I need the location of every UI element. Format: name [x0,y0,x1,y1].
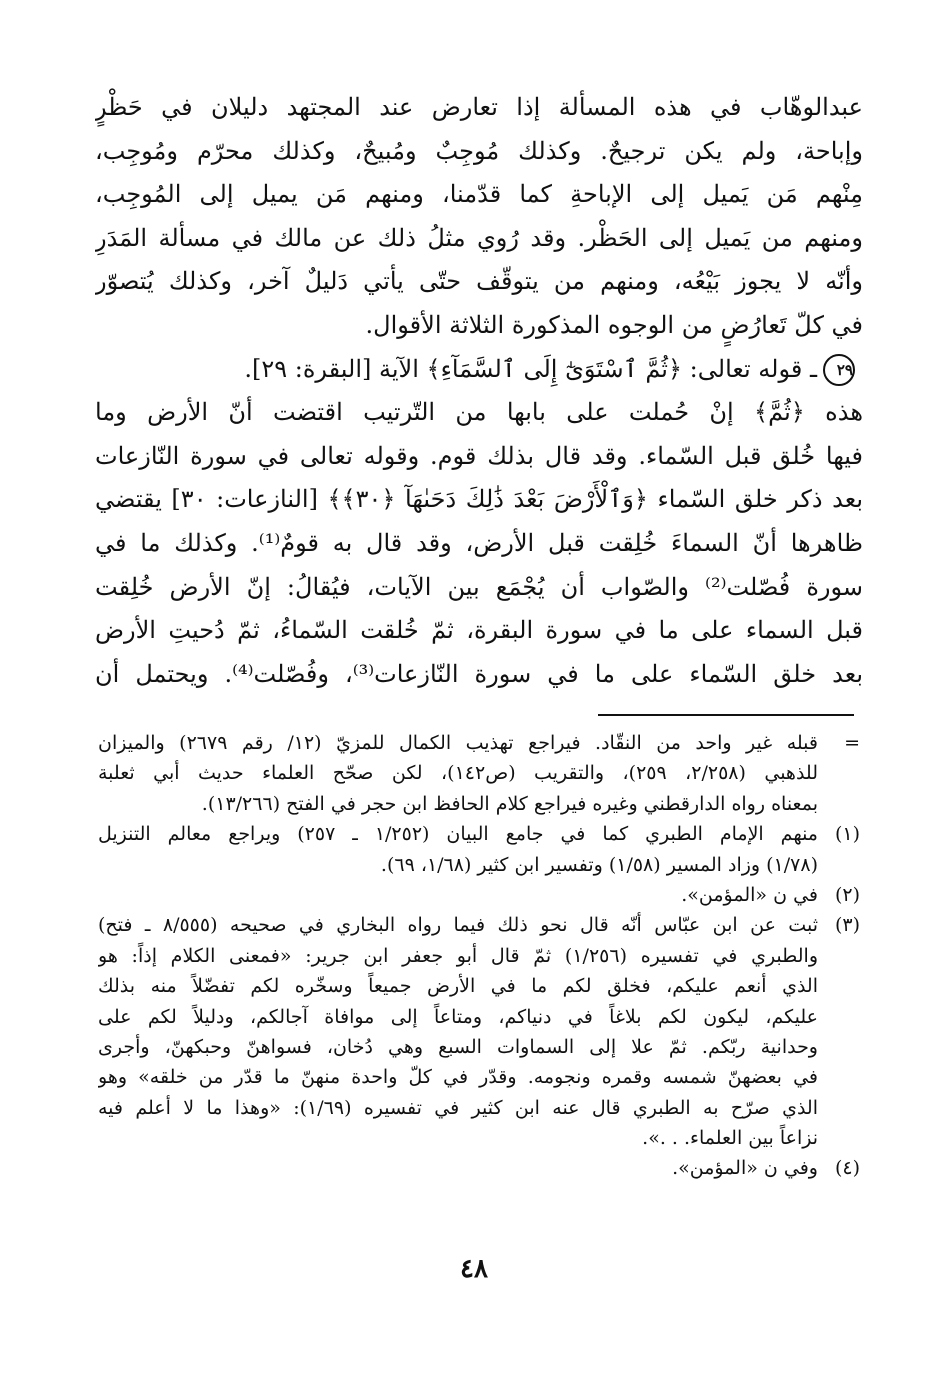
footnote [98,728,860,819]
verse-heading-text: ـ قوله تعالى: ﴿ثُمَّ ٱسْتَوَىٰٓ إِلَى ٱلسَّمَآءِ﴾ الآية [البقرة: ٢٩]. [244,354,817,383]
footnote-separator [598,714,854,716]
page-number: ٤٨ [460,1254,488,1284]
footnote-line: بمعناه رواه الدارقطني وغيره فيراجع كلام الحافظ ابن حجر في الفتح (١٣/٢٦٦). [201,792,818,815]
text-line: في كلّ تَعارُضٍ من الوجوه المذكورة الثلاثة الأقوال. [365,310,863,339]
footnote-mark: (٤) [834,1157,860,1180]
text-line: عبدالوهّاب في هذه المسألة إذا تعارض عند المجتهد دليلان في حَظْرٍ [95,93,863,121]
footnote-line: قبله غير واحد من النقّاد. فيراجع تهذيب الكمال للمزيّ (١٢/ رقم ٢٦٧٩) والميزان [98,732,818,754]
footnote [98,819,860,880]
footnote-line: الذي أنعم عليكم، فخلق لكم ما في الأرض جميعاً وسخّره لكم تفضّلاً منه بذلك [98,975,818,998]
footnote-line: وفي ن «المؤمن». [672,1157,818,1180]
text-line: بعد خلق السّماء على ما في سورة النّازعات⁽³⁾، وفُصّلت⁽⁴⁾. ويحتمل أن [95,659,863,688]
text-line: مِنْهم مَن يَميل إلى الإباحةِ كما قدّمنا، ومنهم مَن يميل إلى المُوجِب، [95,180,863,209]
footnote-mark: (٣) [834,914,860,937]
footnote-line: في ن «المؤمن». [681,883,818,906]
text-line: بعد ذكر خلق السّماء ﴿وَٱلْأَرْضَ بَعْدَ ذَٰلِكَ دَحَىٰهَآ ﴿٣٠﴾﴾ [النازعات: ٣٠] يقتضي [95,485,863,514]
footnote [98,1153,860,1183]
text-line: وأنّه لا يجوز بَيْعُه، ومنهم من يتوقّف حتّى يأتي دَليلٌ آخر، وكذلك يُتصوّر [95,267,863,296]
footnote-line: والطبري في تفسيره (١/٢٥٦) ثمّ قال أبو جعفر ابن جرير: «فمعنى الكلام إذاً: هو [98,944,818,967]
text-line: ومنهم من يَميل إلى الحَظْر. وقد رُوي مثلُ ذلك عن مالك في مسألة المَدَرِ [95,223,863,252]
text-line: ظاهرها أنّ السماءَ خُلِقت قبل الأرض، وقد قال به قومٌ⁽¹⁾. وكذلك ما في [95,528,863,557]
footnote-mark: (١) [834,823,860,846]
text-line: وإباحة، ولم يكن ترجيحٌ. وكذلك مُوجِبٌ ومُبيحٌ، وكذلك محرّم ومُوجِب، [95,136,863,165]
footnote-line: وحدانية ربّكم. ثمّ علا إلى السماوات السبع وهي دُخان، فسواهنّ وحبكهنّ، وأجرى [98,1035,818,1058]
footnote-line: نزاعاً بين العلماء. . .». [642,1127,818,1150]
verse-heading [95,348,863,392]
footnote-line: عليكم، ليكون لكم بلاغاً في دنياكم، ومتاعاً إلى موافاة آجالكم، ودليلاً لكم على [98,1005,818,1028]
text-line: قبل السماء على ما في سورة البقرة، ثمّ خُلقت السّماءُ، ثمّ دُحيتِ الأرض [95,616,863,645]
footnote [98,910,860,1153]
footnote-line: (١/٧٨) وزاد المسير (١/٥٨) وتفسير ابن كثير (١/٦٨، ٦٩). [380,853,818,876]
footnote-mark: = [844,732,860,754]
footnote-line: ثبت عن ابن عبّاس أنّه قال نحو ذلك فيما رواه البخاري في صحيحه (٨/٥٥٥ ـ فتح) [98,914,818,937]
main-text [95,86,863,696]
text-line: سورة فُصّلت⁽²⁾ والصّواب أن يُجْمَع بين الآيات، فيُقالُ: إنّ الأرض خُلِقت [95,572,863,601]
footnote-line: في بعضهنّ شمسه وقمره ونجومه. وقدّر في كلّ واحدة منهنّ ما قدّر من خلقه» وهو [98,1066,818,1089]
footnotes [98,728,860,1184]
footnote-line: منهم الإمام الطبري كما في جامع البيان (١/٢٥٢ ـ ٢٥٧) ويراجع معالم التنزيل [98,823,818,846]
footnote-line: الذي صرّح به الطبري قال عنه ابن كثير في تفسيره (١/٦٩): «وهذا ما لا أعلم فيه [98,1096,818,1119]
footnote-line: للذهبي (٢/٢٥٨، ٢٥٩)، والتقريب (ص١٤٢)، لكن صحّح العلماء حديث أبي ثعلبة [98,762,818,785]
footnote-mark: (٢) [834,883,860,906]
verse-number-badge: ٢٩ [823,354,855,386]
text-line: هذه ﴿ثُمَّ﴾ إنْ حُملت على بابها من التّرتيب اقتضت أنّ الأرض وما [95,398,863,427]
text-line: فيها خُلق قبل السّماء. وقد قال بذلك قوم. وقوله تعالى في سورة النّازعات [95,441,863,470]
footnote [98,880,860,910]
